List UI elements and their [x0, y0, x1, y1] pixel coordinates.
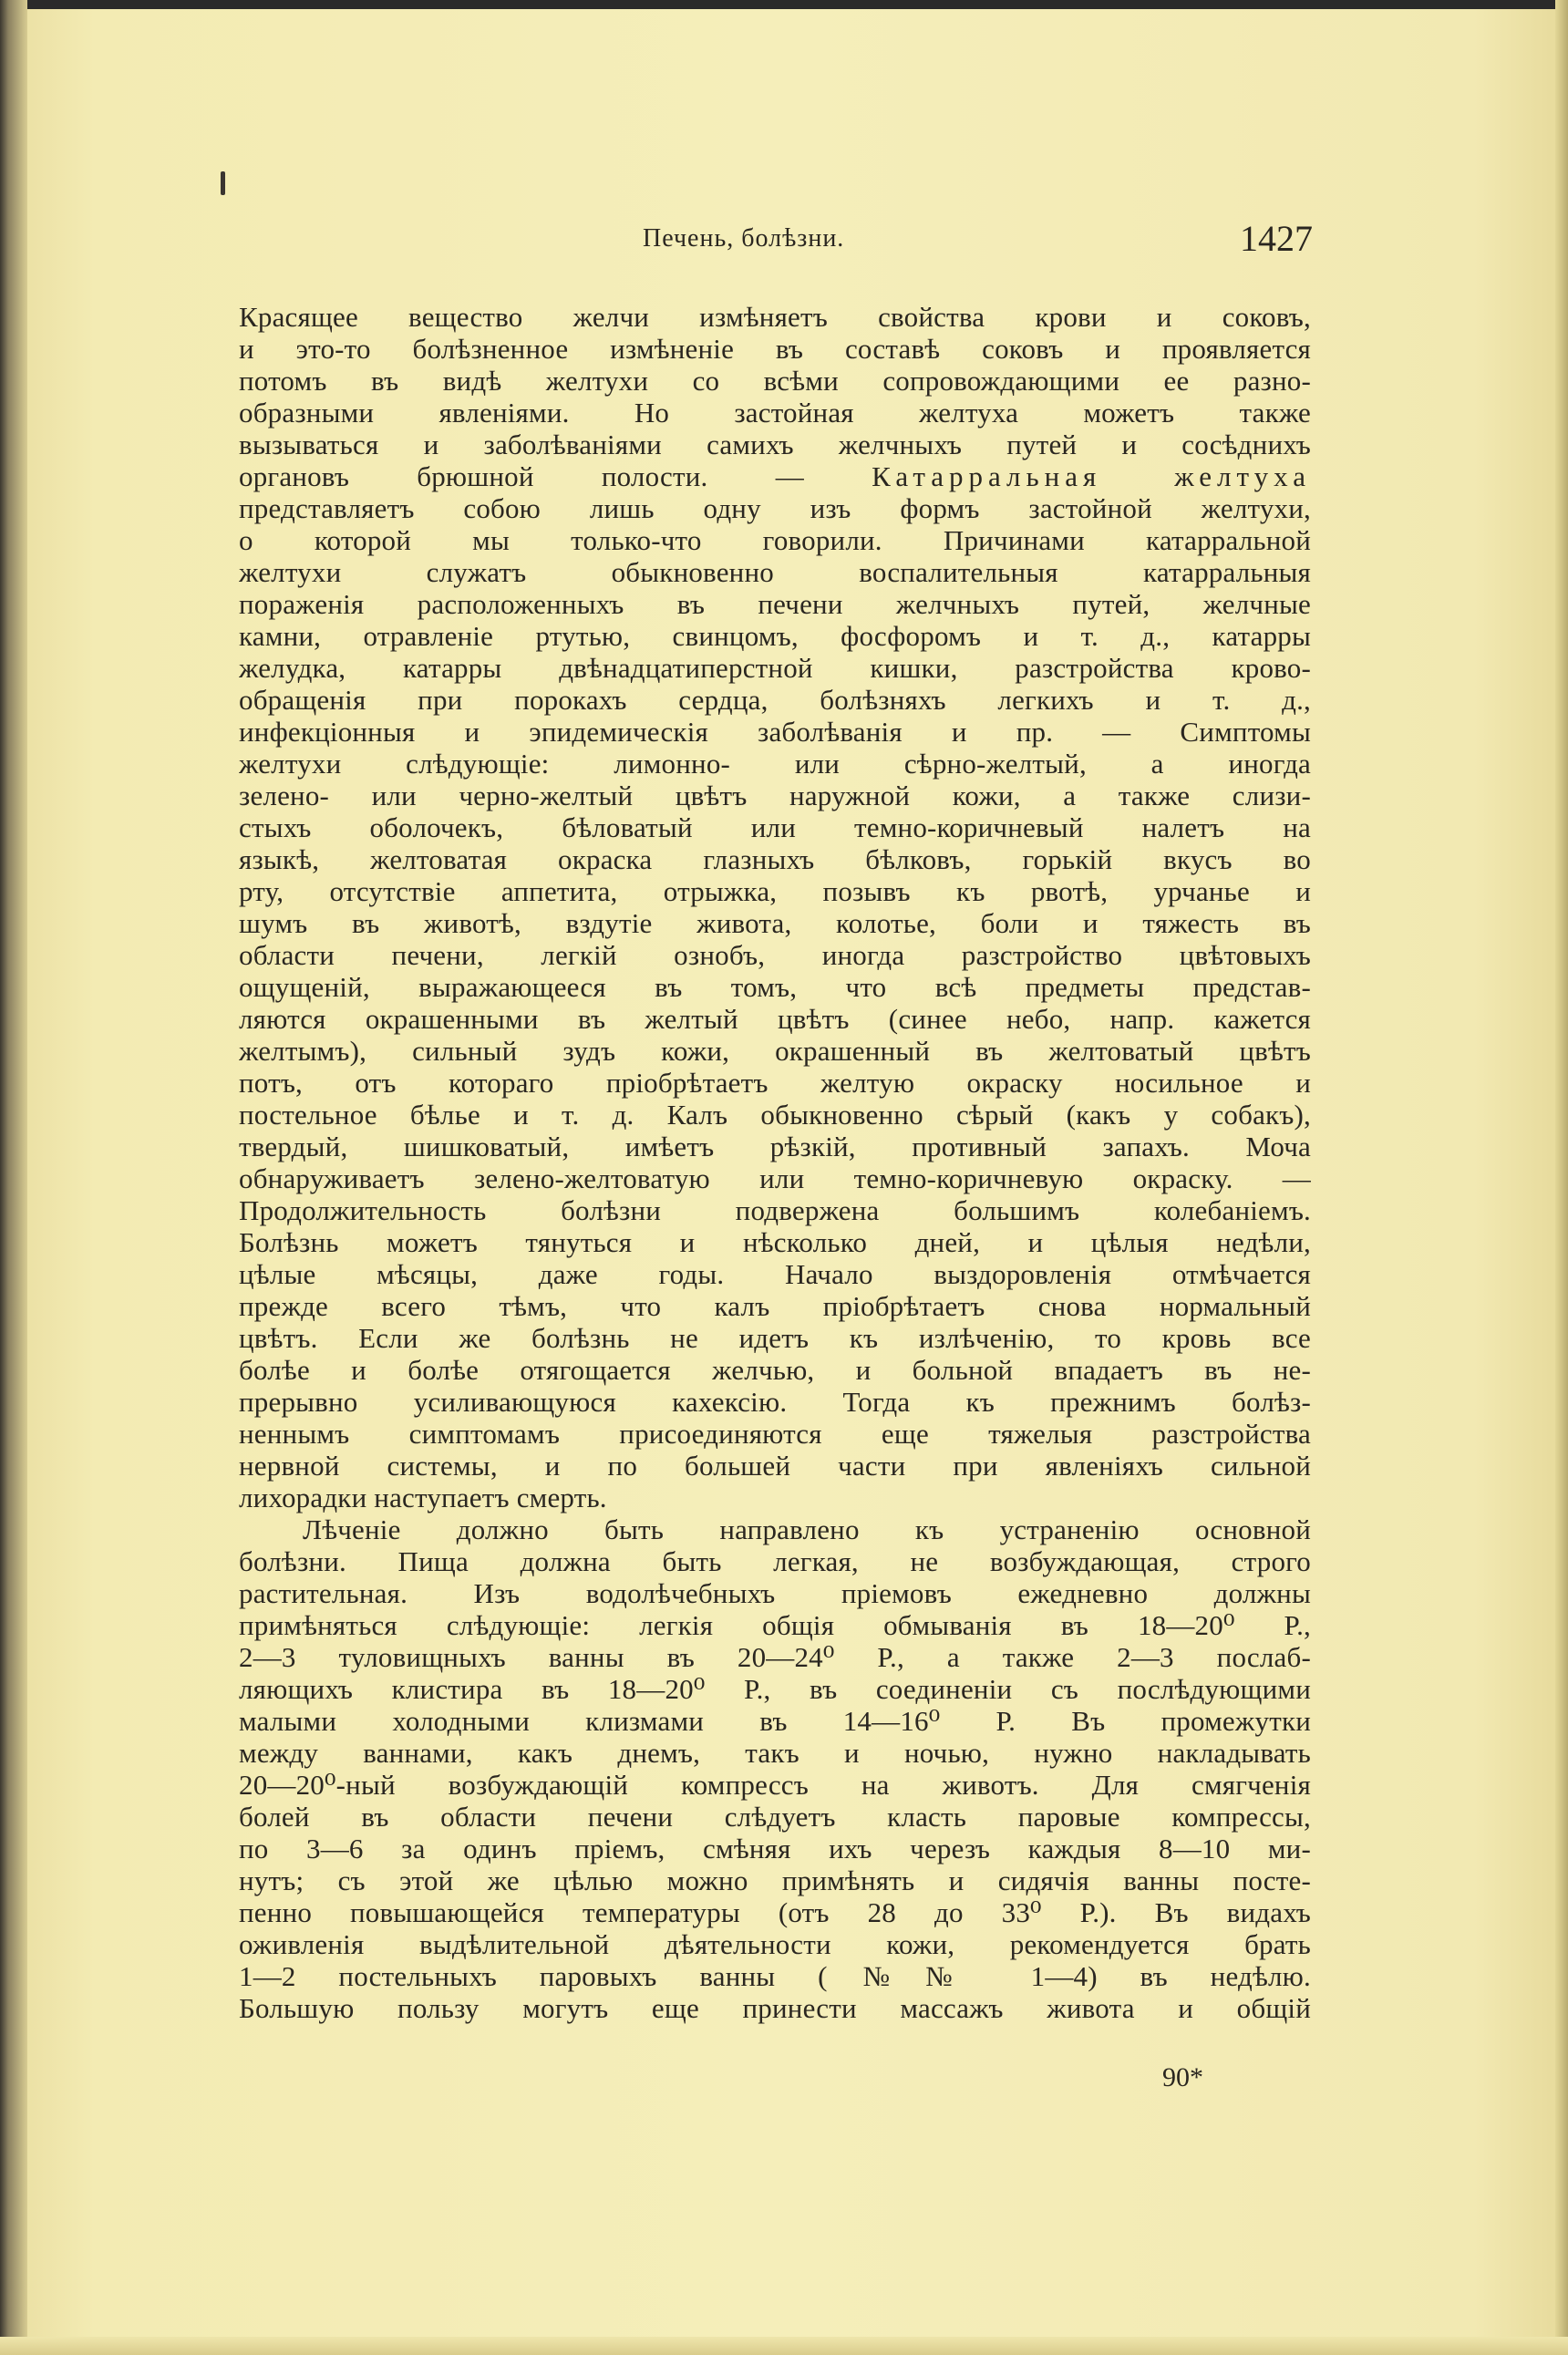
- text-line: нутъ; съ этой же цѣлью можно примѣнять и сидячія ванны посте-: [239, 1864, 1311, 1896]
- text-line: потомъ въ видѣ желтухи со всѣми сопровождающими ее разно-: [239, 365, 1311, 397]
- text-line: пораженія расположенныхъ въ печени желчныхъ путей, желчные: [239, 588, 1311, 620]
- text-line: болѣзни. Пища должна быть легкая, не возбуждающая, строго: [239, 1545, 1311, 1577]
- page-header: [237, 217, 1313, 272]
- text-line: неннымъ симптомамъ присоединяются еще тяжелыя разстройства: [239, 1418, 1311, 1450]
- margin-mark: [221, 171, 225, 195]
- text-line: ощущеній, выражающееся въ томъ, что всѣ предметы представ-: [239, 971, 1311, 1003]
- scan-edge-left: [0, 0, 27, 2355]
- running-title: Печень, болѣзни.: [643, 224, 845, 253]
- text-line: инфекціонныя и эпидемическія заболѣванія и пр. — Симптомы: [239, 716, 1311, 748]
- text-line: ляются окрашенными въ желтый цвѣтъ (синее небо, напр. кажется: [239, 1003, 1311, 1035]
- text-line: примѣняться слѣдующіе: легкія общія обмыванія въ 18—20⁰ Р.,: [239, 1609, 1311, 1641]
- text-line: растительная. Изъ водолѣчебныхъ пріемовъ ежедневно должны: [239, 1577, 1311, 1609]
- text-line: между ваннами, какъ днемъ, такъ и ночью, нужно накладывать: [239, 1737, 1311, 1769]
- spaced-term: Катарральная желтуха: [872, 460, 1311, 492]
- text-line: цѣлые мѣсяцы, даже годы. Начало выздоровленія отмѣчается: [239, 1258, 1311, 1290]
- text-line: болѣе и болѣе отягощается желчью, и больной впадаетъ въ не-: [239, 1354, 1311, 1386]
- text-line: зелено- или черно-желтый цвѣтъ наружной кожи, а также слизи-: [239, 780, 1311, 811]
- text-line: 2—3 туловищныхъ ванны въ 20—24⁰ Р., а также 2—3 послаб-: [239, 1641, 1311, 1673]
- text-line: ляющихъ клистира въ 18—20⁰ Р., въ соединеніи съ послѣдующими: [239, 1673, 1311, 1705]
- text-line: лихорадки наступаетъ смерть.: [239, 1482, 607, 1513]
- text-line: прерывно усиливающуюся кахексію. Тогда къ прежнимъ болѣз-: [239, 1386, 1311, 1418]
- text-line: Красящее вещество желчи измѣняетъ свойства крови и соковъ,: [239, 301, 1311, 333]
- text-line: 20—20⁰-ный возбуждающій компрессъ на животъ. Для смягченія: [239, 1769, 1311, 1801]
- text-line: пенно повышающейся температуры (отъ 28 до 33⁰ Р.). Въ видахъ: [239, 1896, 1311, 1928]
- text-line: камни, отравленіе ртутью, свинцомъ, фосфоромъ и т. д., катарры: [239, 620, 1311, 652]
- text-line: области печени, легкій ознобъ, иногда разстройство цвѣтовыхъ: [239, 939, 1311, 971]
- text-line: шумъ въ животѣ, вздутіе живота, колотье, боли и тяжесть въ: [239, 907, 1311, 939]
- text-line: постельное бѣлье и т. д. Калъ обыкновенно сѣрый (какъ у собакъ),: [239, 1099, 1311, 1131]
- scan-edge-bottom: [0, 2337, 1568, 2355]
- body-text: [239, 301, 1311, 2024]
- text-line: и это-то болѣзненное измѣненіе въ составѣ соковъ и проявляется: [239, 333, 1311, 365]
- text-line: языкѣ, желтоватая окраска глазныхъ бѣлковъ, горькій вкусъ во: [239, 843, 1311, 875]
- text-line: желудка, катарры двѣнадцатиперстной кишки, разстройства крово-: [239, 652, 1311, 684]
- text-line: рту, отсутствіе аппетита, отрыжка, позывъ къ рвотѣ, урчанье и: [239, 875, 1311, 907]
- text-line: Большую пользу могутъ еще принести массажъ живота и общій: [239, 1992, 1311, 2024]
- text-line: обращенія при порокахъ сердца, болѣзняхъ легкихъ и т. д.,: [239, 684, 1311, 716]
- text-line: твердый, шишковатый, имѣетъ рѣзкій, противный запахъ. Моча: [239, 1131, 1311, 1162]
- text-line: болей въ области печени слѣдуетъ класть паровые компрессы,: [239, 1801, 1311, 1833]
- signature-mark: 90*: [1162, 2062, 1203, 2092]
- text-line: обнаруживаетъ зелено-желтоватую или темно-коричневую окраску. —: [239, 1162, 1311, 1194]
- text-line: вызываться и заболѣваніями самихъ желчныхъ путей и сосѣднихъ: [239, 429, 1311, 460]
- text-line: органовъ брюшной полости. — Катарральная желтуха: [239, 460, 1311, 492]
- text-line: малыми холодными клизмами въ 14—16⁰ Р. Въ промежутки: [239, 1705, 1311, 1737]
- text-line: образными явленіями. Но застойная желтуха можетъ также: [239, 397, 1311, 429]
- text-line: о которой мы только-что говорили. Причинами катарральной: [239, 524, 1311, 556]
- text-line: желтымъ), сильный зудъ кожи, окрашенный въ желтоватый цвѣтъ: [239, 1035, 1311, 1067]
- text-line: по 3—6 за одинъ пріемъ, смѣняя ихъ черезъ каждыя 8—10 ми-: [239, 1833, 1311, 1864]
- text-line: представляетъ собою лишь одну изъ формъ застойной желтухи,: [239, 492, 1311, 524]
- text-line: нервной системы, и по большей части при явленіяхъ сильной: [239, 1450, 1311, 1482]
- text-line: 1—2 постельныхъ паровыхъ ванны (№№ 1—4) въ недѣлю.: [239, 1960, 1311, 1992]
- text-line: желтухи слѣдующіе: лимонно- или сѣрно-желтый, а иногда: [239, 748, 1311, 780]
- scan-edge-right: [1555, 0, 1568, 2355]
- scan-edge-top: [0, 0, 1568, 9]
- text-line: цвѣтъ. Если же болѣзнь не идетъ къ излѣченію, то кровь все: [239, 1322, 1311, 1354]
- page-number: 1427: [1240, 218, 1313, 259]
- text-line: Продолжительность болѣзни подвержена большимъ колебаніемъ.: [239, 1194, 1311, 1226]
- text-line: потъ, отъ котораго пріобрѣтаетъ желтую окраску носильное и: [239, 1067, 1311, 1099]
- text-line: Болѣзнь можетъ тянуться и нѣсколько дней, и цѣлыя недѣли,: [239, 1226, 1311, 1258]
- text-line: прежде всего тѣмъ, что калъ пріобрѣтаетъ снова нормальный: [239, 1290, 1311, 1322]
- text-line: Лѣченіе должно быть направлено къ устраненію основной: [303, 1513, 1311, 1545]
- text-line: желтухи служатъ обыкновенно воспалительныя катарральныя: [239, 556, 1311, 588]
- text-line: стыхъ оболочекъ, бѣловатый или темно-коричневый налетъ на: [239, 811, 1311, 843]
- text-line: оживленія выдѣлительной дѣятельности кожи, рекомендуется брать: [239, 1928, 1311, 1960]
